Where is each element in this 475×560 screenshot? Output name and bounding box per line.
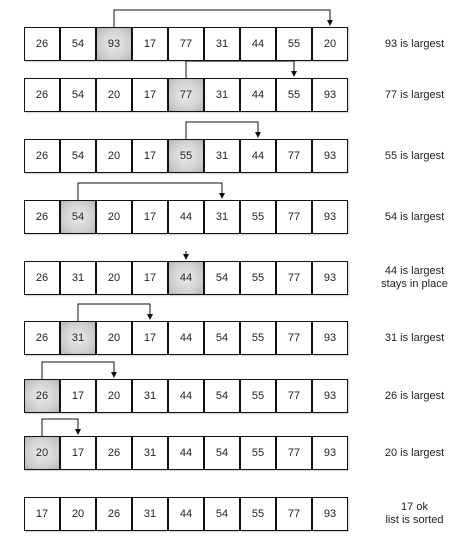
step-label [362, 150, 467, 163]
array-cell: 31 [204, 200, 240, 234]
array-cell: 44 [240, 78, 276, 112]
array-cell: 26 [96, 436, 132, 470]
step-label-line: 93 is largest [384, 37, 445, 50]
step-label-line: list is sorted [385, 514, 444, 526]
array-cell: 44 [168, 379, 204, 413]
array-cell: 77 [276, 261, 312, 295]
swap-arrow [186, 61, 297, 78]
step-label-line: 26 is largest [384, 389, 445, 402]
array-cell: 17 [132, 200, 168, 234]
array-cell-largest: 31 [60, 321, 96, 355]
array-cell: 93 [312, 261, 348, 295]
array-cell: 54 [60, 139, 96, 173]
array-cell: 20 [312, 27, 348, 61]
array-cell: 31 [204, 78, 240, 112]
swap-arrow [186, 122, 261, 139]
step-label-line: 17 ok [401, 501, 428, 513]
array-cell: 20 [60, 497, 96, 531]
array-cell: 54 [204, 497, 240, 531]
array-cell: 44 [240, 139, 276, 173]
arrow-head-icon [291, 71, 297, 77]
array-cell: 31 [204, 139, 240, 173]
array-cell: 55 [240, 261, 276, 295]
array-cell: 26 [24, 27, 60, 61]
array-cell: 54 [204, 379, 240, 413]
array-cell: 54 [60, 78, 96, 112]
swap-arrow [78, 304, 153, 321]
array-cell: 31 [204, 27, 240, 61]
step-label [362, 447, 467, 460]
array-cell-largest: 77 [168, 78, 204, 112]
array-cell: 55 [240, 436, 276, 470]
array-cell: 31 [60, 261, 96, 295]
array-row [24, 321, 354, 355]
step-label-line: 77 is largest [384, 88, 445, 101]
array-cell: 55 [240, 321, 276, 355]
array-cell: 26 [24, 78, 60, 112]
array-cell: 93 [312, 78, 348, 112]
array-cell: 77 [276, 139, 312, 173]
swap-arrow [42, 362, 117, 379]
array-cell: 20 [96, 379, 132, 413]
array-cell: 20 [96, 321, 132, 355]
array-cell: 77 [168, 27, 204, 61]
array-cell: 17 [132, 261, 168, 295]
array-cell: 77 [276, 436, 312, 470]
arrow-head-icon [111, 372, 117, 378]
swap-arrow [42, 419, 81, 436]
array-cell: 93 [312, 200, 348, 234]
array-cell: 55 [276, 78, 312, 112]
step-label [362, 211, 467, 224]
array-cell: 20 [96, 139, 132, 173]
step-label [362, 332, 467, 345]
array-cell: 17 [132, 27, 168, 61]
array-cell: 17 [60, 436, 96, 470]
array-cell: 44 [240, 27, 276, 61]
array-cell: 93 [312, 139, 348, 173]
array-cell: 17 [60, 379, 96, 413]
step-label-line: stays in place [381, 278, 448, 290]
array-cell-largest: 93 [96, 27, 132, 61]
array-cell-largest: 54 [60, 200, 96, 234]
array-cell: 31 [132, 497, 168, 531]
array-cell: 17 [24, 497, 60, 531]
array-cell: 17 [132, 321, 168, 355]
step-label [362, 38, 467, 51]
array-cell: 93 [312, 497, 348, 531]
step-label-line: 20 is largest [384, 446, 445, 459]
swap-arrow [78, 183, 225, 200]
arrow-head-icon [147, 314, 153, 320]
array-cell: 55 [240, 200, 276, 234]
array-cell-largest: 55 [168, 139, 204, 173]
array-cell: 20 [96, 78, 132, 112]
swap-arrow [114, 10, 333, 27]
array-cell: 26 [24, 139, 60, 173]
array-cell: 31 [132, 436, 168, 470]
arrow-head-icon [75, 429, 81, 435]
step-label-line: 54 is largest [384, 210, 445, 223]
step-label [362, 89, 467, 102]
array-cell: 93 [312, 379, 348, 413]
array-cell: 17 [132, 139, 168, 173]
array-cell: 26 [24, 321, 60, 355]
array-cell: 44 [168, 436, 204, 470]
array-cell: 20 [96, 200, 132, 234]
step-label [362, 265, 467, 291]
array-cell: 44 [168, 321, 204, 355]
array-row [24, 436, 354, 470]
array-cell-largest: 44 [168, 261, 204, 295]
array-cell: 26 [24, 261, 60, 295]
array-cell: 55 [276, 27, 312, 61]
array-row [24, 200, 354, 234]
array-row [24, 78, 354, 112]
array-cell: 44 [168, 200, 204, 234]
array-cell: 93 [312, 436, 348, 470]
step-label-line: 55 is largest [384, 149, 445, 162]
array-row [24, 379, 354, 413]
arrow-head-icon [183, 254, 189, 260]
array-cell: 26 [96, 497, 132, 531]
array-row [24, 139, 354, 173]
array-cell: 77 [276, 497, 312, 531]
step-label-line: 31 is largest [384, 331, 445, 344]
array-cell: 54 [204, 261, 240, 295]
array-cell: 77 [276, 200, 312, 234]
array-cell: 77 [276, 321, 312, 355]
step-label [362, 501, 467, 527]
array-cell: 54 [204, 436, 240, 470]
array-cell: 26 [24, 200, 60, 234]
array-row [24, 27, 354, 61]
array-cell: 44 [168, 497, 204, 531]
array-row [24, 261, 354, 295]
step-label [362, 390, 467, 403]
array-row [24, 497, 354, 531]
swap-arrow [183, 251, 189, 260]
array-cell: 31 [132, 379, 168, 413]
array-cell: 20 [96, 261, 132, 295]
array-cell: 17 [132, 78, 168, 112]
arrow-head-icon [219, 193, 225, 199]
arrow-head-icon [327, 20, 333, 26]
array-cell-largest: 20 [24, 436, 60, 470]
array-cell: 55 [240, 379, 276, 413]
step-label-line: 44 is largest [384, 265, 445, 277]
arrow-head-icon [255, 132, 261, 138]
array-cell: 77 [276, 379, 312, 413]
array-cell: 54 [204, 321, 240, 355]
array-cell-largest: 26 [24, 379, 60, 413]
array-cell: 93 [312, 321, 348, 355]
array-cell: 54 [60, 27, 96, 61]
array-cell: 55 [240, 497, 276, 531]
